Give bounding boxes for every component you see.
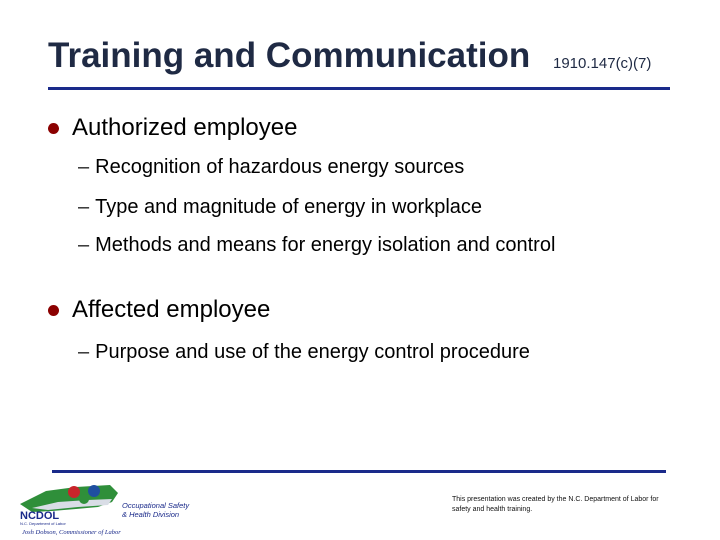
logo-division-line2: & Health Division <box>122 510 180 519</box>
dash-icon: – <box>78 341 90 363</box>
slide-title: Training and Communication <box>48 36 531 75</box>
subitem <box>78 156 464 179</box>
footer-divider <box>52 470 666 473</box>
subitem-text: Methods and means for energy isolation and control <box>95 234 556 256</box>
logo-org-sub-text: N.C. Department of Labor <box>20 521 66 526</box>
ncdol-logo <box>18 478 196 536</box>
emblem-red <box>68 486 80 498</box>
subitem <box>78 196 482 219</box>
dash-icon: – <box>78 196 90 218</box>
subitem <box>78 234 555 257</box>
bullet-dot-icon <box>48 123 59 134</box>
emblem-green <box>79 494 89 504</box>
bullet-authorized-employee <box>48 114 297 142</box>
subitem <box>78 341 530 364</box>
footer-note: This presentation was created by the N.C. Department of Labor for safety and health training. <box>452 496 659 513</box>
logo-commissioner-text: Josh Dobson, Commissioner of Labor <box>22 529 121 536</box>
bullet-dot-icon <box>48 305 59 316</box>
regulation-citation: 1910.147(c)(7) <box>553 55 652 72</box>
emblem-blue <box>88 485 100 497</box>
title-divider <box>48 87 670 90</box>
subitem-text: Purpose and use of the energy control procedure <box>95 341 530 363</box>
subitem-text: Recognition of hazardous energy sources <box>95 156 465 178</box>
dash-icon: – <box>78 156 90 178</box>
bullet-text: Authorized employee <box>72 114 298 141</box>
bullet-text: Affected employee <box>72 296 271 323</box>
logo-org-text: NCDOL <box>20 510 60 522</box>
bullet-affected-employee <box>48 296 270 324</box>
dash-icon: – <box>78 234 90 256</box>
subitem-text: Type and magnitude of energy in workplace <box>95 196 483 218</box>
logo-division-line1: Occupational Safety <box>122 501 190 510</box>
